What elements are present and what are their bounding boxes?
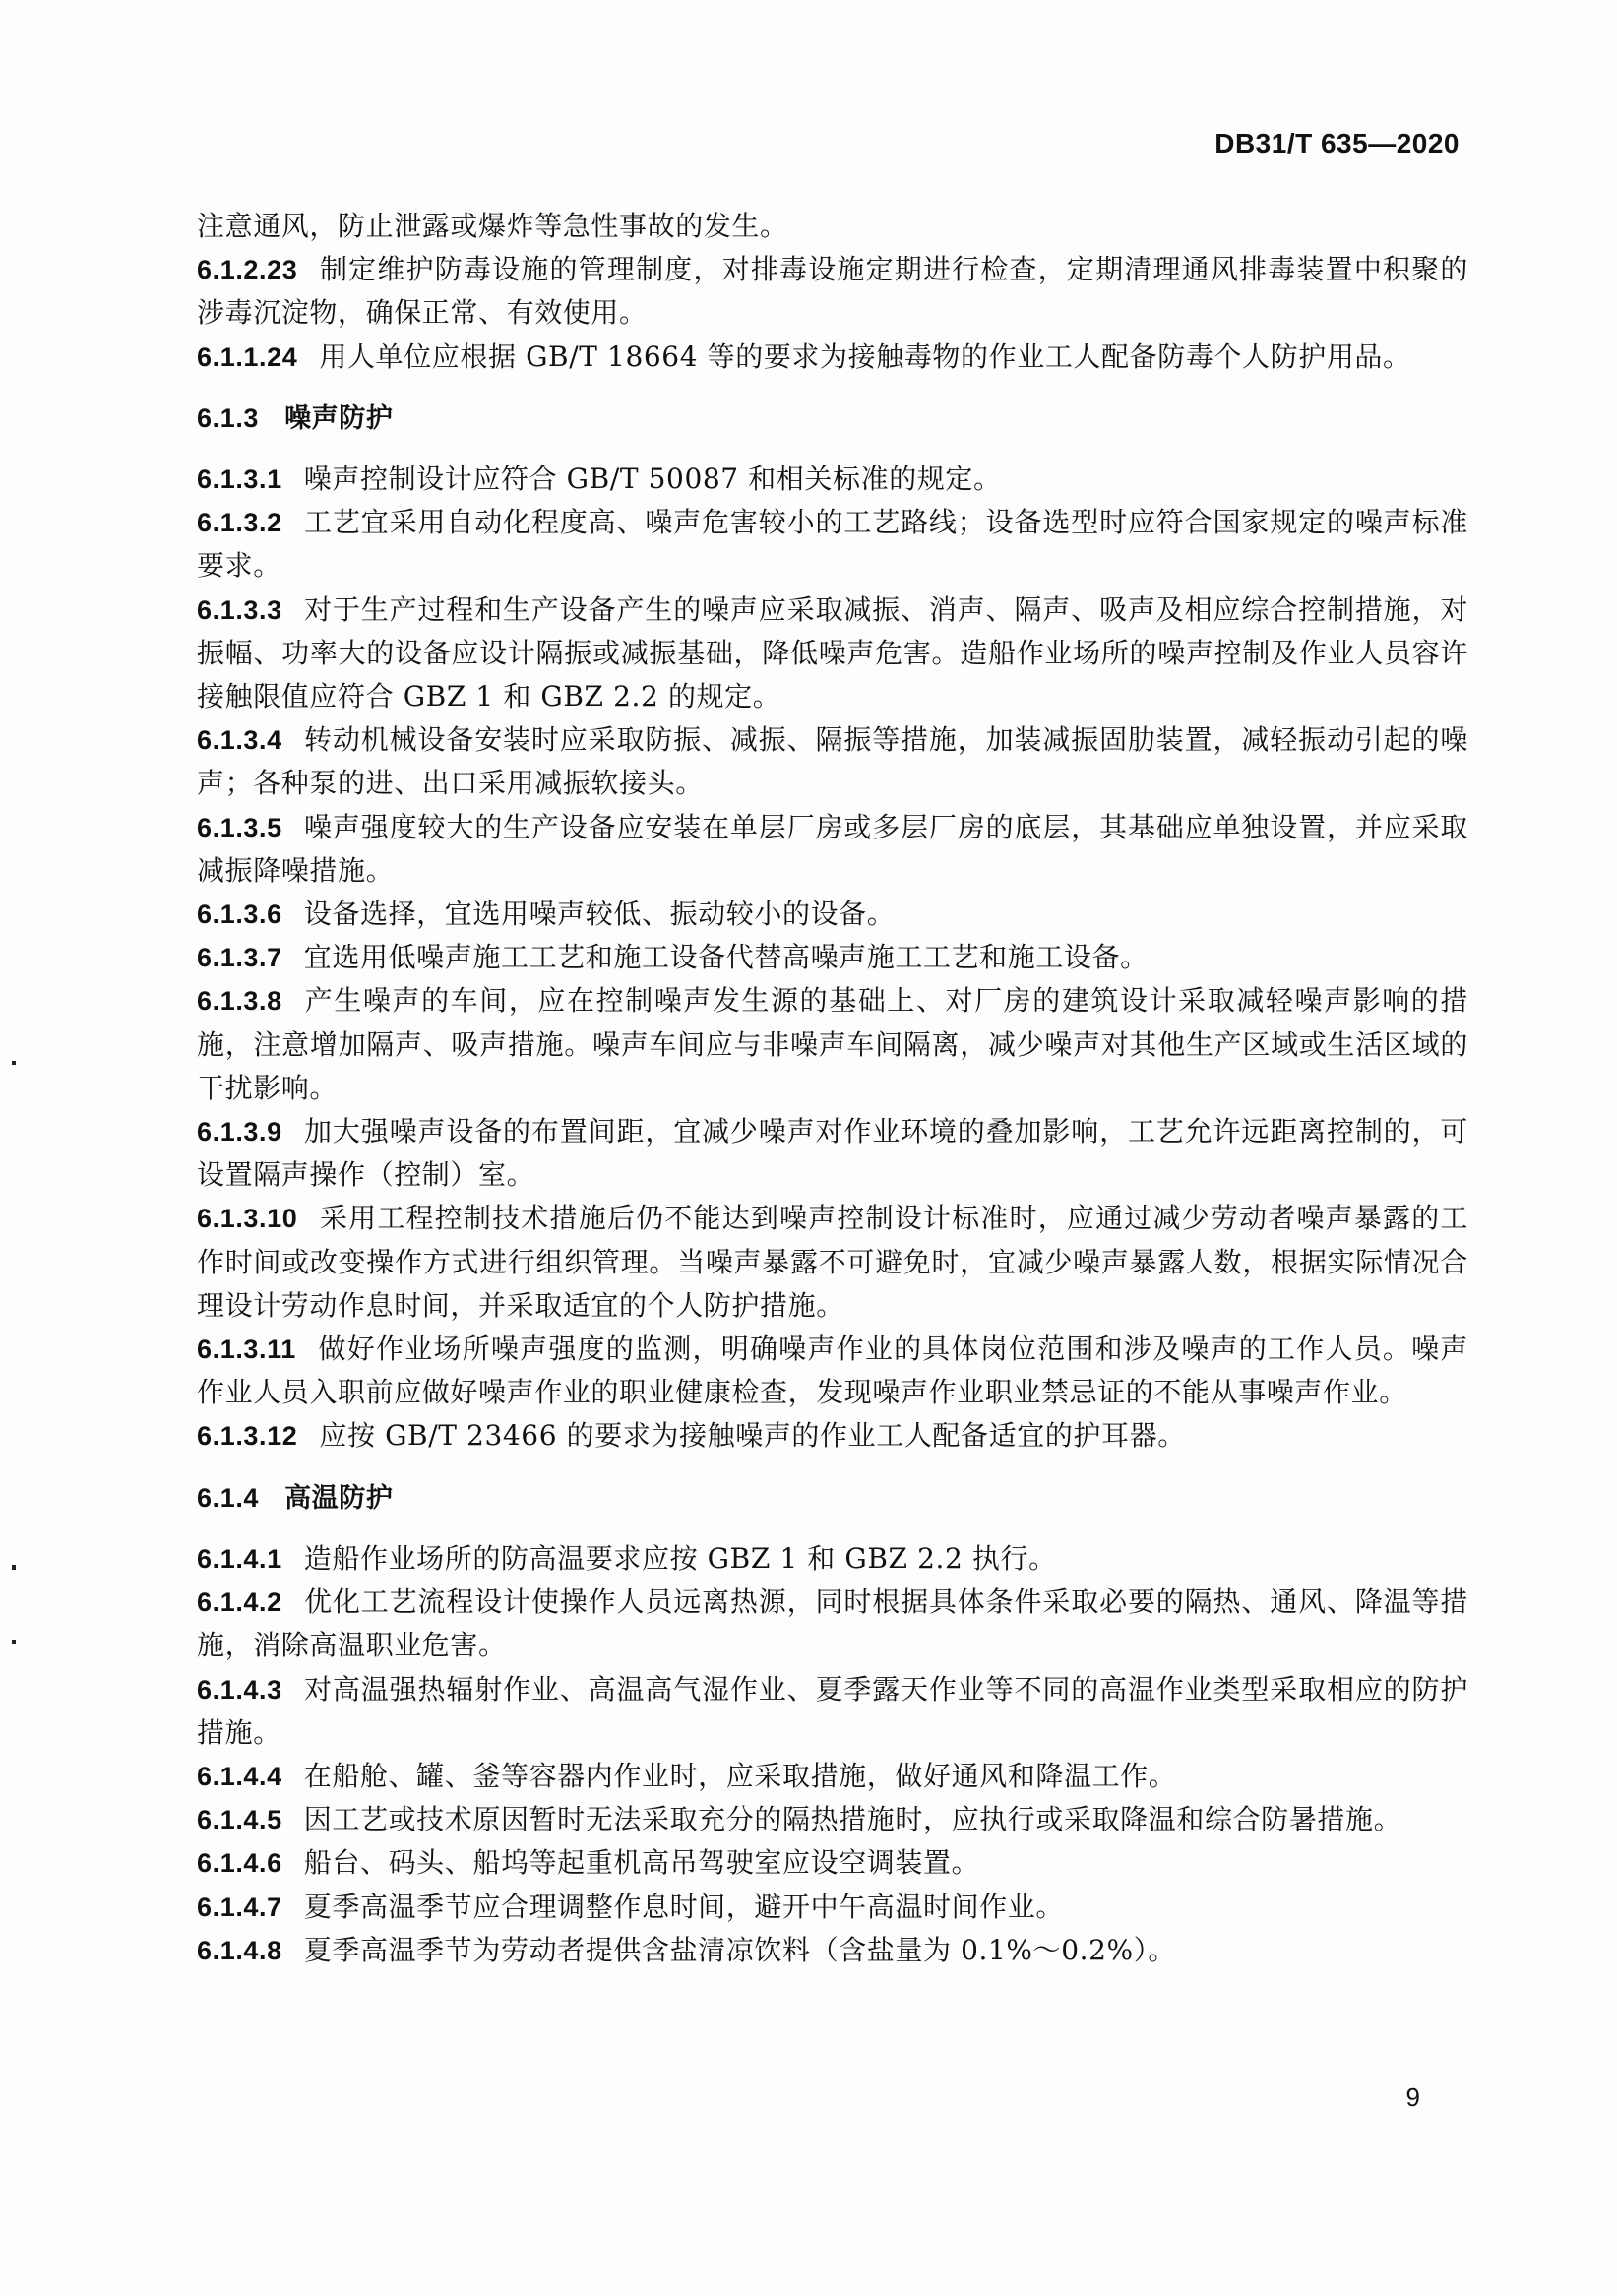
- section-number: 6.1.4: [197, 1482, 260, 1513]
- clause-6-1-3-12: [197, 1414, 1468, 1458]
- clause-number: 6.1.3.8: [197, 986, 282, 1017]
- clause-text: 对于生产过程和生产设备产生的噪声应采取减振、消声、隔声、吸声及相应综合控制措施，对振幅、功率大的设备应设计隔振或减振基础，降低噪声危害。造船作业场所的噪声控制及作业人员容许接触限值应符合 GBZ 1 和 GBZ 2.2 的规定。: [197, 592, 1468, 714]
- clause-number: 6.1.4.6: [197, 1848, 282, 1879]
- clause-text: 设备选择，宜选用噪声较低、振动较小的设备。: [303, 898, 896, 931]
- clause-text: 在船舱、罐、釜等容器内作业时，应采取措施，做好通风和降温工作。: [303, 1759, 1177, 1792]
- clause-text: 制定维护防毒设施的管理制度，对排毒设施定期进行检查，定期清理通风排毒装置中积聚的涉毒沉淀物，确保正常、有效使用。: [197, 253, 1468, 330]
- clause-6-1-4-7: [197, 1886, 1468, 1929]
- clause-6-1-3-7: [197, 936, 1468, 979]
- clause-text: 转动机械设备安装时应采取防振、减振、隔振等措施，加装减振固肋装置，减轻振动引起的噪声；各种泵的进、出口采用减振软接头。: [197, 723, 1468, 800]
- clause-6-1-3-11: [197, 1328, 1468, 1414]
- clause-6-1-3-8: [197, 979, 1468, 1110]
- clause-text: 采用工程控制技术措施后仍不能达到噪声控制设计标准时，应通过减少劳动者噪声暴露的工作时间或改变操作方式进行组织管理。当噪声暴露不可避免时，宜减少噪声暴露人数，根据实际情况合理设计劳动作息时间，并采取适宜的个人防护措施。: [197, 1202, 1468, 1322]
- clause-text: 加大强噪声设备的布置间距，宜减少噪声对作业环境的叠加影响，工艺允许远距离控制的，可设置隔声操作（控制）室。: [197, 1115, 1468, 1192]
- clause-number: 6.1.3.2: [197, 508, 282, 538]
- section-heading-noise: [197, 397, 1468, 440]
- page-number: 9: [1405, 2082, 1420, 2112]
- clause-6-1-1-24: [197, 336, 1468, 379]
- clause-number: 6.1.3.3: [197, 594, 282, 625]
- clause-6-1-4-6: [197, 1841, 1468, 1885]
- clause-number: 6.1.2.23: [197, 255, 298, 285]
- clause-number: 6.1.3.7: [197, 943, 282, 973]
- clause-number: 6.1.3.9: [197, 1117, 282, 1148]
- clause-text: 造船作业场所的防高温要求应按 GBZ 1 和 GBZ 2.2 执行。: [303, 1541, 1057, 1575]
- clause-number: 6.1.4.5: [197, 1805, 282, 1835]
- clause-text: 噪声控制设计应符合 GB/T 50087 和相关标准的规定。: [303, 463, 1002, 496]
- clause-6-1-3-2: [197, 501, 1468, 588]
- clause-6-1-4-4: [197, 1755, 1468, 1798]
- scan-mark: [12, 1565, 16, 1570]
- clause-6-1-4-8: [197, 1929, 1468, 1972]
- clause-text: 夏季高温季节为劳动者提供含盐清凉饮料（含盐量为 0.1%～0.2%）。: [303, 1933, 1176, 1966]
- clause-6-1-3-10: [197, 1197, 1468, 1328]
- scan-mark: [12, 1061, 16, 1065]
- clause-text: 用人单位应根据 GB/T 18664 等的要求为接触毒物的作业工人配备防毒个人防护用品。: [319, 340, 1411, 373]
- clause-6-1-2-23: [197, 248, 1468, 335]
- clause-text: 船台、码头、船坞等起重机高吊驾驶室应设空调装置。: [303, 1846, 980, 1880]
- clause-number: 6.1.3.11: [197, 1334, 296, 1365]
- clause-6-1-3-5: [197, 806, 1468, 893]
- scan-mark: [12, 1640, 16, 1644]
- section-heading-heat: [197, 1476, 1468, 1520]
- clause-number: 6.1.4.3: [197, 1674, 282, 1705]
- clause-text: 噪声强度较大的生产设备应安装在单层厂房或多层厂房的底层，其基础应单独设置，并应采取减振降噪措施。: [197, 810, 1468, 887]
- clause-6-1-4-2: [197, 1581, 1468, 1667]
- clause-6-1-4-5: [197, 1798, 1468, 1841]
- clause-text: 工艺宜采用自动化程度高、噪声危害较小的工艺路线；设备选型时应符合国家规定的噪声标准要求。: [197, 506, 1468, 583]
- document-body: [197, 205, 1468, 1972]
- clause-text: 对高温强热辐射作业、高温高气湿作业、夏季露天作业等不同的高温作业类型采取相应的防护措施。: [197, 1672, 1468, 1749]
- clause-number: 6.1.3.10: [197, 1204, 298, 1234]
- paragraph-text: 注意通风，防止泄露或爆炸等急性事故的发生。: [197, 210, 788, 242]
- clause-text: 宜选用低噪声施工工艺和施工设备代替高噪声施工工艺和施工设备。: [303, 941, 1149, 974]
- clause-6-1-4-1: [197, 1537, 1468, 1581]
- clause-text: 优化工艺流程设计使操作人员远离热源，同时根据具体条件采取必要的隔热、通风、降温等措施，消除高温职业危害。: [197, 1585, 1468, 1662]
- clause-number: 6.1.4.4: [197, 1761, 282, 1791]
- clause-number: 6.1.4.1: [197, 1543, 282, 1574]
- section-title: 高温防护: [284, 1482, 394, 1513]
- section-title: 噪声防护: [284, 403, 394, 433]
- clause-number: 6.1.4.2: [197, 1587, 282, 1618]
- clause-6-1-3-4: [197, 718, 1468, 805]
- clause-number: 6.1.3.5: [197, 812, 282, 842]
- section-number: 6.1.3: [197, 403, 260, 433]
- clause-6-1-3-3: [197, 589, 1468, 719]
- clause-6-1-3-1: [197, 458, 1468, 501]
- clause-6-1-3-6: [197, 893, 1468, 936]
- clause-number: 6.1.4.7: [197, 1892, 282, 1922]
- clause-number: 6.1.3.4: [197, 725, 282, 756]
- clause-6-1-4-3: [197, 1668, 1468, 1755]
- clause-number: 6.1.1.24: [197, 341, 298, 372]
- clause-text: 应按 GB/T 23466 的要求为接触噪声的作业工人配备适宜的护耳器。: [319, 1419, 1186, 1453]
- clause-text: 做好作业场所噪声强度的监测，明确噪声作业的具体岗位范围和涉及噪声的工作人员。噪声作业人员入职前应做好噪声作业的职业健康检查，发现噪声作业职业禁忌证的不能从事噪声作业。: [197, 1333, 1468, 1409]
- clause-text: 夏季高温季节应合理调整作息时间，避开中午高温时间作业。: [303, 1890, 1064, 1923]
- document-code: DB31/T 635—2020: [1214, 128, 1460, 158]
- clause-text: 产生噪声的车间，应在控制噪声发生源的基础上、对厂房的建筑设计采取减轻噪声影响的措施，注意增加隔声、吸声措施。噪声车间应与非噪声车间隔离，减少噪声对其他生产区域或生活区域的干扰影响。: [197, 984, 1468, 1104]
- clause-6-1-3-9: [197, 1110, 1468, 1197]
- clause-number: 6.1.3.6: [197, 900, 282, 930]
- clause-number: 6.1.3.12: [197, 1421, 298, 1452]
- clause-number: 6.1.4.8: [197, 1935, 282, 1965]
- paragraph-continuation: [197, 205, 1468, 248]
- clause-text: 因工艺或技术原因暂时无法采取充分的隔热措施时，应执行或采取降温和综合防暑措施。: [303, 1803, 1402, 1836]
- clause-number: 6.1.3.1: [197, 465, 282, 495]
